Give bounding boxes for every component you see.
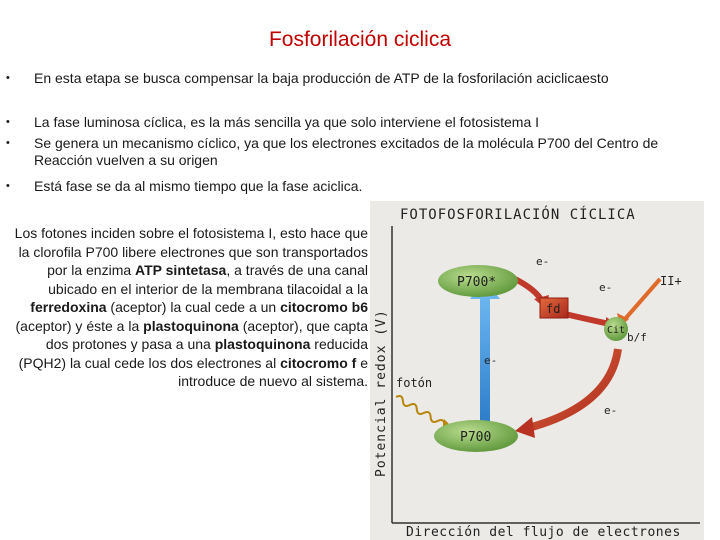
term-plastoquinona: plastoquinona bbox=[143, 317, 239, 334]
term-ferredoxina: ferredoxina bbox=[30, 299, 107, 315]
term-atp-sintetasa: ATP sintetasa bbox=[135, 262, 227, 278]
bullet-text: En esta etapa se busca compensar la baja producción de ATP de la fosforilación aciclicaesto bbox=[34, 70, 609, 86]
explanation-paragraph bbox=[8, 224, 368, 391]
term-plastoquinona: plastoquinona bbox=[214, 336, 311, 352]
cytochrome-label: Cit bbox=[607, 325, 626, 336]
paragraph-text: Los fotones inciden sobre el fotosistema I, esto hace que la clorofila P700 libere electrones que son transportados por la enzima bbox=[14, 225, 368, 278]
electron-label: e- bbox=[604, 404, 618, 417]
electron-label: e- bbox=[599, 281, 613, 294]
bullet-text: Está fase se da al mismo tiempo que la fase aciclica. bbox=[34, 178, 363, 194]
transfer-arrow-cit bbox=[565, 314, 610, 324]
ferredoxin-label: fd bbox=[546, 302, 561, 316]
bullet-dot-icon: • bbox=[6, 72, 10, 84]
bullet-text: La fase luminosa cíclica, es la más sencilla ya que solo interviene el fotosistema I bbox=[34, 114, 540, 130]
proton-arrow bbox=[625, 279, 660, 319]
paragraph-text: (aceptor) y éste a la bbox=[15, 317, 144, 334]
cyclic-photophosphorylation-diagram bbox=[370, 201, 704, 540]
photon-label: fotón bbox=[396, 376, 433, 390]
term-citocromo-b6: citocromo b6 bbox=[280, 299, 368, 315]
y-axis-label: Potencial redox (V) bbox=[374, 309, 389, 477]
bullet-dot-icon: • bbox=[6, 180, 10, 192]
term-citocromo-f: citocromo f bbox=[280, 354, 357, 371]
proton-label: II+ bbox=[660, 274, 682, 288]
bullet-dot-icon: • bbox=[6, 116, 10, 128]
electron-label: e- bbox=[536, 255, 550, 268]
paragraph-text: e introduce de nuevo al sistema. bbox=[178, 354, 368, 389]
photon-wave bbox=[395, 394, 446, 427]
return-arrow-head bbox=[515, 417, 535, 438]
p700-excited-label: P700* bbox=[457, 275, 497, 290]
paragraph-text: (aceptor), que capta dos protones y pasa a una bbox=[45, 317, 368, 352]
electron-label: e- bbox=[484, 354, 498, 367]
paragraph-text: , a través de una canal ubicado en el interior de la membrana tilacoidal a la bbox=[48, 262, 368, 297]
paragraph-text: (aceptor) la cual cede a un bbox=[106, 299, 281, 315]
bf-label: b/f bbox=[627, 331, 647, 344]
paragraph-text: reducida (PQH2) la cual cede los dos electrones al bbox=[18, 336, 368, 371]
transfer-arrow-fd bbox=[515, 279, 542, 301]
bullet-text: Se genera un mecanismo cíclico, ya que los electrones excitados de la molécula P700 del Centro de Reacción vuelven a su origen bbox=[34, 135, 659, 168]
bullet-dot-icon: • bbox=[6, 137, 10, 149]
slide-title: Fosforilación ciclica bbox=[268, 28, 452, 51]
p700-ground-label: P700 bbox=[460, 430, 492, 445]
figure-heading: FOTOFOSFORILACIÓN CÍCLICA bbox=[400, 207, 636, 223]
x-axis-label: Dirección del flujo de electrones bbox=[406, 525, 681, 540]
